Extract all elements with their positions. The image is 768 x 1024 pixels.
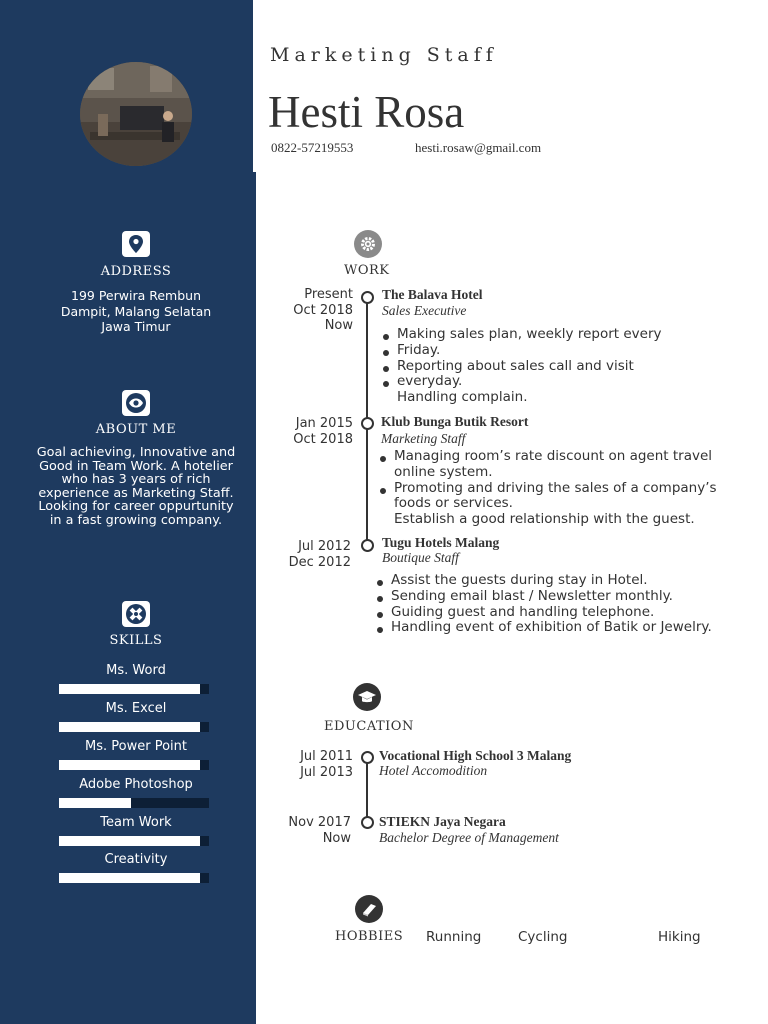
graduation-cap-icon [353,683,381,711]
date-line: Jan 2015 [295,416,353,431]
skill-label: Ms. Power Point [85,739,187,754]
education-date [271,815,351,846]
work-company: Klub Bunga Butik Resort [381,414,529,429]
bullet-item: Establish a good relationship with the guest. [394,511,695,528]
work-role: Sales Executive [382,303,467,318]
work-date [273,287,353,334]
hobby-item: Hiking [658,929,701,945]
gear-icon [354,230,382,258]
education-title: EDUCATION [324,719,414,734]
skill-bar [59,722,209,732]
timeline-dot [361,417,374,430]
timeline-dot [361,816,374,829]
education-school: Vocational High School 3 Malang [379,748,572,763]
work-company: Tugu Hotels Malang [382,535,500,550]
bullet-item: foods or services. [394,495,513,512]
bullet-item: Assist the guests during stay in Hotel. [377,573,712,589]
date-line: Oct 2018 [293,302,353,318]
skill-bar-fill [59,873,200,883]
work-company: The Balava Hotel [382,287,483,302]
timeline-dot [361,291,374,304]
email-address: hesti.rosaw@gmail.com [415,140,542,155]
education-date [273,749,353,780]
work-bullets [383,327,662,406]
work-date [271,539,351,570]
bullet-item: Reporting about sales call and visit [383,359,662,375]
work-title: WORK [344,263,390,278]
skill-bar [59,873,209,883]
skill-bar [59,798,209,808]
skill-label: Team Work [100,815,172,830]
work-role: Marketing Staff [381,431,466,446]
address-line: Jawa Timur [101,319,171,334]
skill-label: Adobe Photoshop [79,777,193,792]
skill-bar-fill [59,798,131,808]
skill-bar [59,760,209,770]
address-line: 199 Perwira Rembun [71,288,201,303]
skills-title: SKILLS [109,633,163,648]
hobbies-title: HOBBIES [335,929,404,944]
education-program: Bachelor Degree of Management [379,830,559,845]
address-title: ADDRESS [100,264,172,279]
hobby-item: Cycling [518,929,568,945]
education-program: Hotel Accomodition [379,763,488,778]
about-text: Goal achieving, Innovative and Good in Team Work. A hotelier who has 3 years of rich experience as Marketing Staff. Looking for career oppurtunity in a fast growing company. [36,445,236,528]
address-text [36,288,236,335]
date-line: Now [324,318,353,333]
job-title: Marketing Staff [270,44,498,66]
date-line: Dec 2012 [288,554,351,570]
date-line: Jul 2012 [298,539,351,554]
header-notch [253,0,257,172]
skill-bar-fill [59,722,200,732]
eye-icon [122,390,150,416]
education-school: STIEKN Jaya Negara [379,814,506,829]
skill-bar-fill [59,684,200,694]
location-pin-icon [122,231,150,257]
skill-label: Ms. Word [106,663,166,678]
profile-photo [80,62,192,166]
skill-bar [59,836,209,846]
bullet-item: everyday. [383,374,662,390]
bullet-item: online system. [394,463,493,480]
skill-bar-fill [59,836,200,846]
book-icon [355,895,383,923]
about-title: ABOUT ME [95,422,177,437]
skill-label: Creativity [104,852,168,867]
tools-icon [122,601,150,627]
date-line: Now [322,830,351,846]
date-line: Present [304,287,353,302]
bullet-item: Sending email blast / Newsletter monthly. [377,589,712,605]
work-date [273,416,353,447]
date-line: Jul 2011 [300,749,353,764]
bullet-item: Making sales plan, weekly report every [383,327,662,343]
address-line: Dampit, Malang Selatan [60,303,212,319]
bullet-item: Handling complain. [397,389,528,406]
date-line: Nov 2017 [288,815,351,830]
work-bullets [380,449,717,528]
bullet-item: Guiding guest and handling telephone. [377,605,712,621]
bullet-item: Promoting and driving the sales of a company’s [380,481,717,497]
work-bullets [377,573,712,636]
skill-bar-fill [59,760,200,770]
bullet-item: Managing room’s rate discount on agent travel [380,449,717,465]
phone-number: 0822-57219553 [271,140,354,155]
skill-label: Ms. Excel [105,701,167,716]
timeline-dot [361,751,374,764]
skill-bar [59,684,209,694]
date-line: Jul 2013 [300,764,353,780]
hobby-item: Running [426,929,482,945]
bullet-item: Friday. [383,343,662,359]
person-name: Hesti Rosa [268,87,465,137]
work-role: Boutique Staff [382,550,459,565]
date-line: Oct 2018 [293,431,353,447]
timeline-dot [361,539,374,552]
education-timeline [366,759,368,821]
bullet-item: Handling event of exhibition of Batik or Jewelry. [377,620,712,636]
